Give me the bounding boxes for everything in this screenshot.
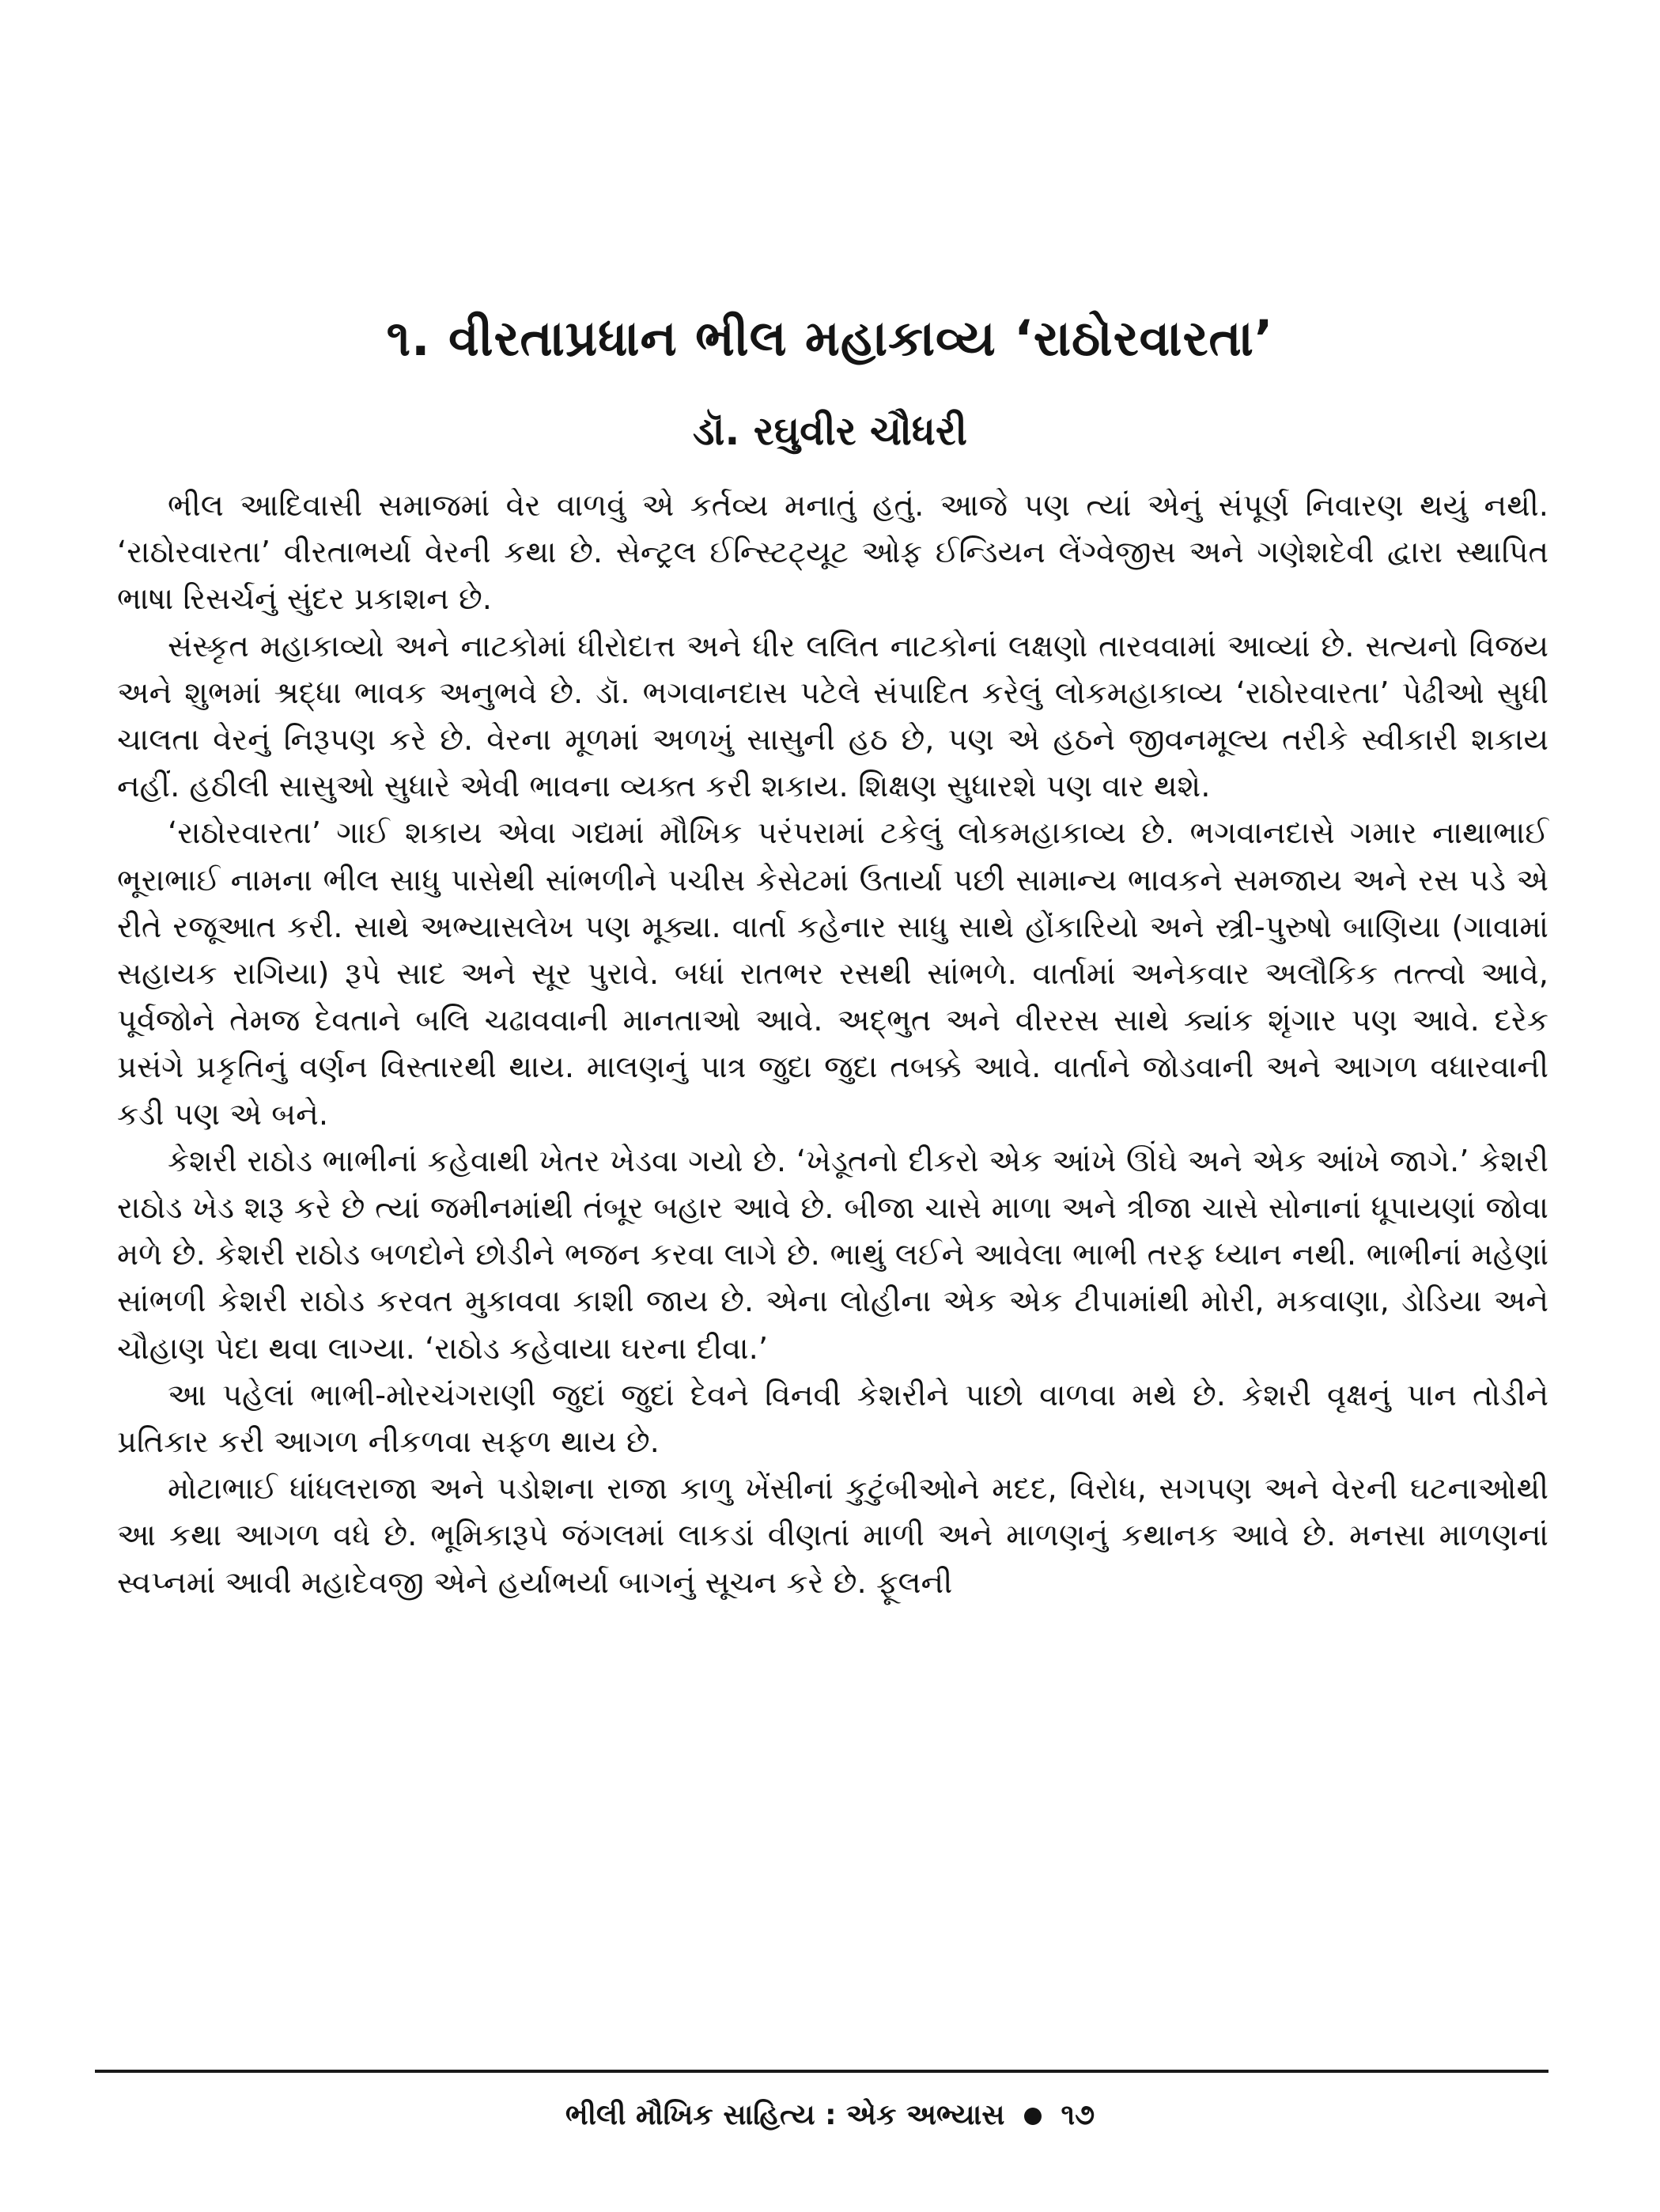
footer-divider <box>95 2070 1548 2073</box>
paragraph: ‘રાઠોરવારતા’ ગાઈ શકાય એવા ગદ્યમાં મૌખિક પરંપરામાં ટકેલું લોકમહાકાવ્ય છે. ભગવાનદાસે ગમાર નાથાભાઈ ભૂરાભાઈ નામના ભીલ સાધુ પાસેથી સાંભળીને પચીસ કેસેટમાં ઉતાર્યા પછી સામાન્ય ભાવકને સમજાય અને રસ પડે એ રીતે રજૂઆત કરી. સાથે અભ્યાસલેખ પણ મૂક્યા. વાર્તા કહેનાર સાધુ સાથે હોંકારિયો અને સ્ત્રી-પુરુષો બાણિયા (ગાવામાં સહાયક રાગિયા) રૂપે સાદ અને સૂર પુરાવે. બધાં રાતભર રસથી સાંભળે. વાર્તામાં અનેકવાર અલૌકિક તત્ત્વો આવે, પૂર્વજોને તેમજ દેવતાને બલિ ચઢાવવાની માનતાઓ આવે. અદ્‌ભુત અને વીરરસ સાથે ક્યાંક શૃંગાર પણ આવે. દરેક પ્રસંગે પ્રકૃતિનું વર્ણન વિસ્તારથી થાય. માલણનું પાત્ર જુદા જુદા તબક્કે આવે. વાર્તાને જોડવાની અને આગળ વધારવાની કડી પણ એ બને. <box>117 815 1548 1132</box>
paragraph: સંસ્કૃત મહાકાવ્યો અને નાટકોમાં ધીરોદાત્ત અને ધીર લલિત નાટકોનાં લક્ષણો તારવવામાં આવ્યાં છે. સત્યનો વિજય અને શુભમાં શ્રદ્ધા ભાવક અનુભવે છે. ડૉ. ભગવાનદાસ પટેલે સંપાદિત કરેલું લોકમહાકાવ્ય ‘રાઠોરવારતા’ પેઢીઓ સુધી ચાલતા વેરનું નિરૂપણ કરે છે. વેરના મૂળમાં અળખું સાસુની હઠ છે, પણ એ હઠને જીવનમૂલ્ય તરીકે સ્વીકારી શકાય નહીં. હઠીલી સાસુઓ સુધારે એવી ભાવના વ્યક્ત કરી શકાય. શિક્ષણ સુધારશે પણ વાર થશે. <box>117 628 1548 805</box>
page-title: ૧. વીરતાપ્રધાન ભીલ મહાકાવ્ય ‘રાઠોરવારતા’ <box>386 309 1274 367</box>
paragraph: ભીલ આદિવાસી સમાજમાં વેર વાળવું એ કર્તવ્ય મનાતું હતું. આજે પણ ત્યાં એનું સંપૂર્ણ નિવારણ થયું નથી. ‘રાઠોરવારતા’ વીરતાભર્યા વેરની કથા છે. સેન્ટ્રલ ઈન્સ્ટિટ્યૂટ ઓફ ઈન્ડિયન લેંગ્વેજીસ અને ગણેશદેવી દ્વારા સ્થાપિત ભાષા રિસર્ચનું સુંદર પ્રકાશન છે. <box>117 488 1548 618</box>
footer-book-title: ભીલી મૌખિક સાહિત્ય : એક અભ્યાસ <box>565 2099 1005 2131</box>
bullet-icon <box>1024 2108 1042 2125</box>
paragraph: આ પહેલાં ભાભી-મોરચંગરાણી જુદાં જુદાં દેવને વિનવી કેશરીને પાછો વાળવા મથે છે. કેશરી વૃક્ષનું પાન તોડીને પ્રતિકાર કરી આગળ નીકળવા સફળ થાય છે. <box>117 1377 1548 1461</box>
paragraph: મોટાભાઈ ધાંધલરાજા અને પડોશના રાજા કાળુ ખેંસીનાં કુટુંબીઓને મદદ, વિરોધ, સગપણ અને વેરની ઘટનાઓથી આ કથા આગળ વધે છે. ભૂમિકારૂપે જંગલમાં લાકડાં વીણતાં માળી અને માળણનું કથાનક આવે છે. મનસા માળણનાં સ્વપ્નમાં આવી મહાદેવજી એને હર્યાભર્યા બાગનું સૂચન કરે છે. ફૂલની <box>117 1471 1548 1601</box>
paragraph: કેશરી રાઠોડ ભાભીનાં કહેવાથી ખેતર ખેડવા ગયો છે. ‘ખેડૂતનો દીકરો એક આંખે ઊંઘે અને એક આંખે જાગે.’ કેશરી રાઠોડ ખેડ શરૂ કરે છે ત્યાં જમીનમાંથી તંબૂર બહાર આવે છે. બીજા ચાસે માળા અને ત્રીજા ચાસે સોનાનાં ધૂપાયણાં જોવા મળે છે. કેશરી રાઠોડ બળદોને છોડીને ભજન કરવા લાગે છે. ભાથું લઈને આવેલા ભાભી તરફ ધ્યાન નથી. ભાભીનાં મહેણાં સાંભળી કેશરી રાઠોડ કરવત મુકાવવા કાશી જાય છે. એના લોહીના એક એક ટીપામાંથી મોરી, મકવાણા, ડોડિયા અને ચૌહાણ પેદા થવા લાગ્યા. ‘રાઠોડ કહેવાયા ઘરના દીવા.’ <box>117 1143 1548 1367</box>
author-name: ડૉ. રઘુવીર ચૌધરી <box>693 408 967 454</box>
page-number: ૧૭ <box>1061 2099 1095 2131</box>
page-footer <box>0 2096 1660 2135</box>
article-body <box>117 482 1548 1606</box>
